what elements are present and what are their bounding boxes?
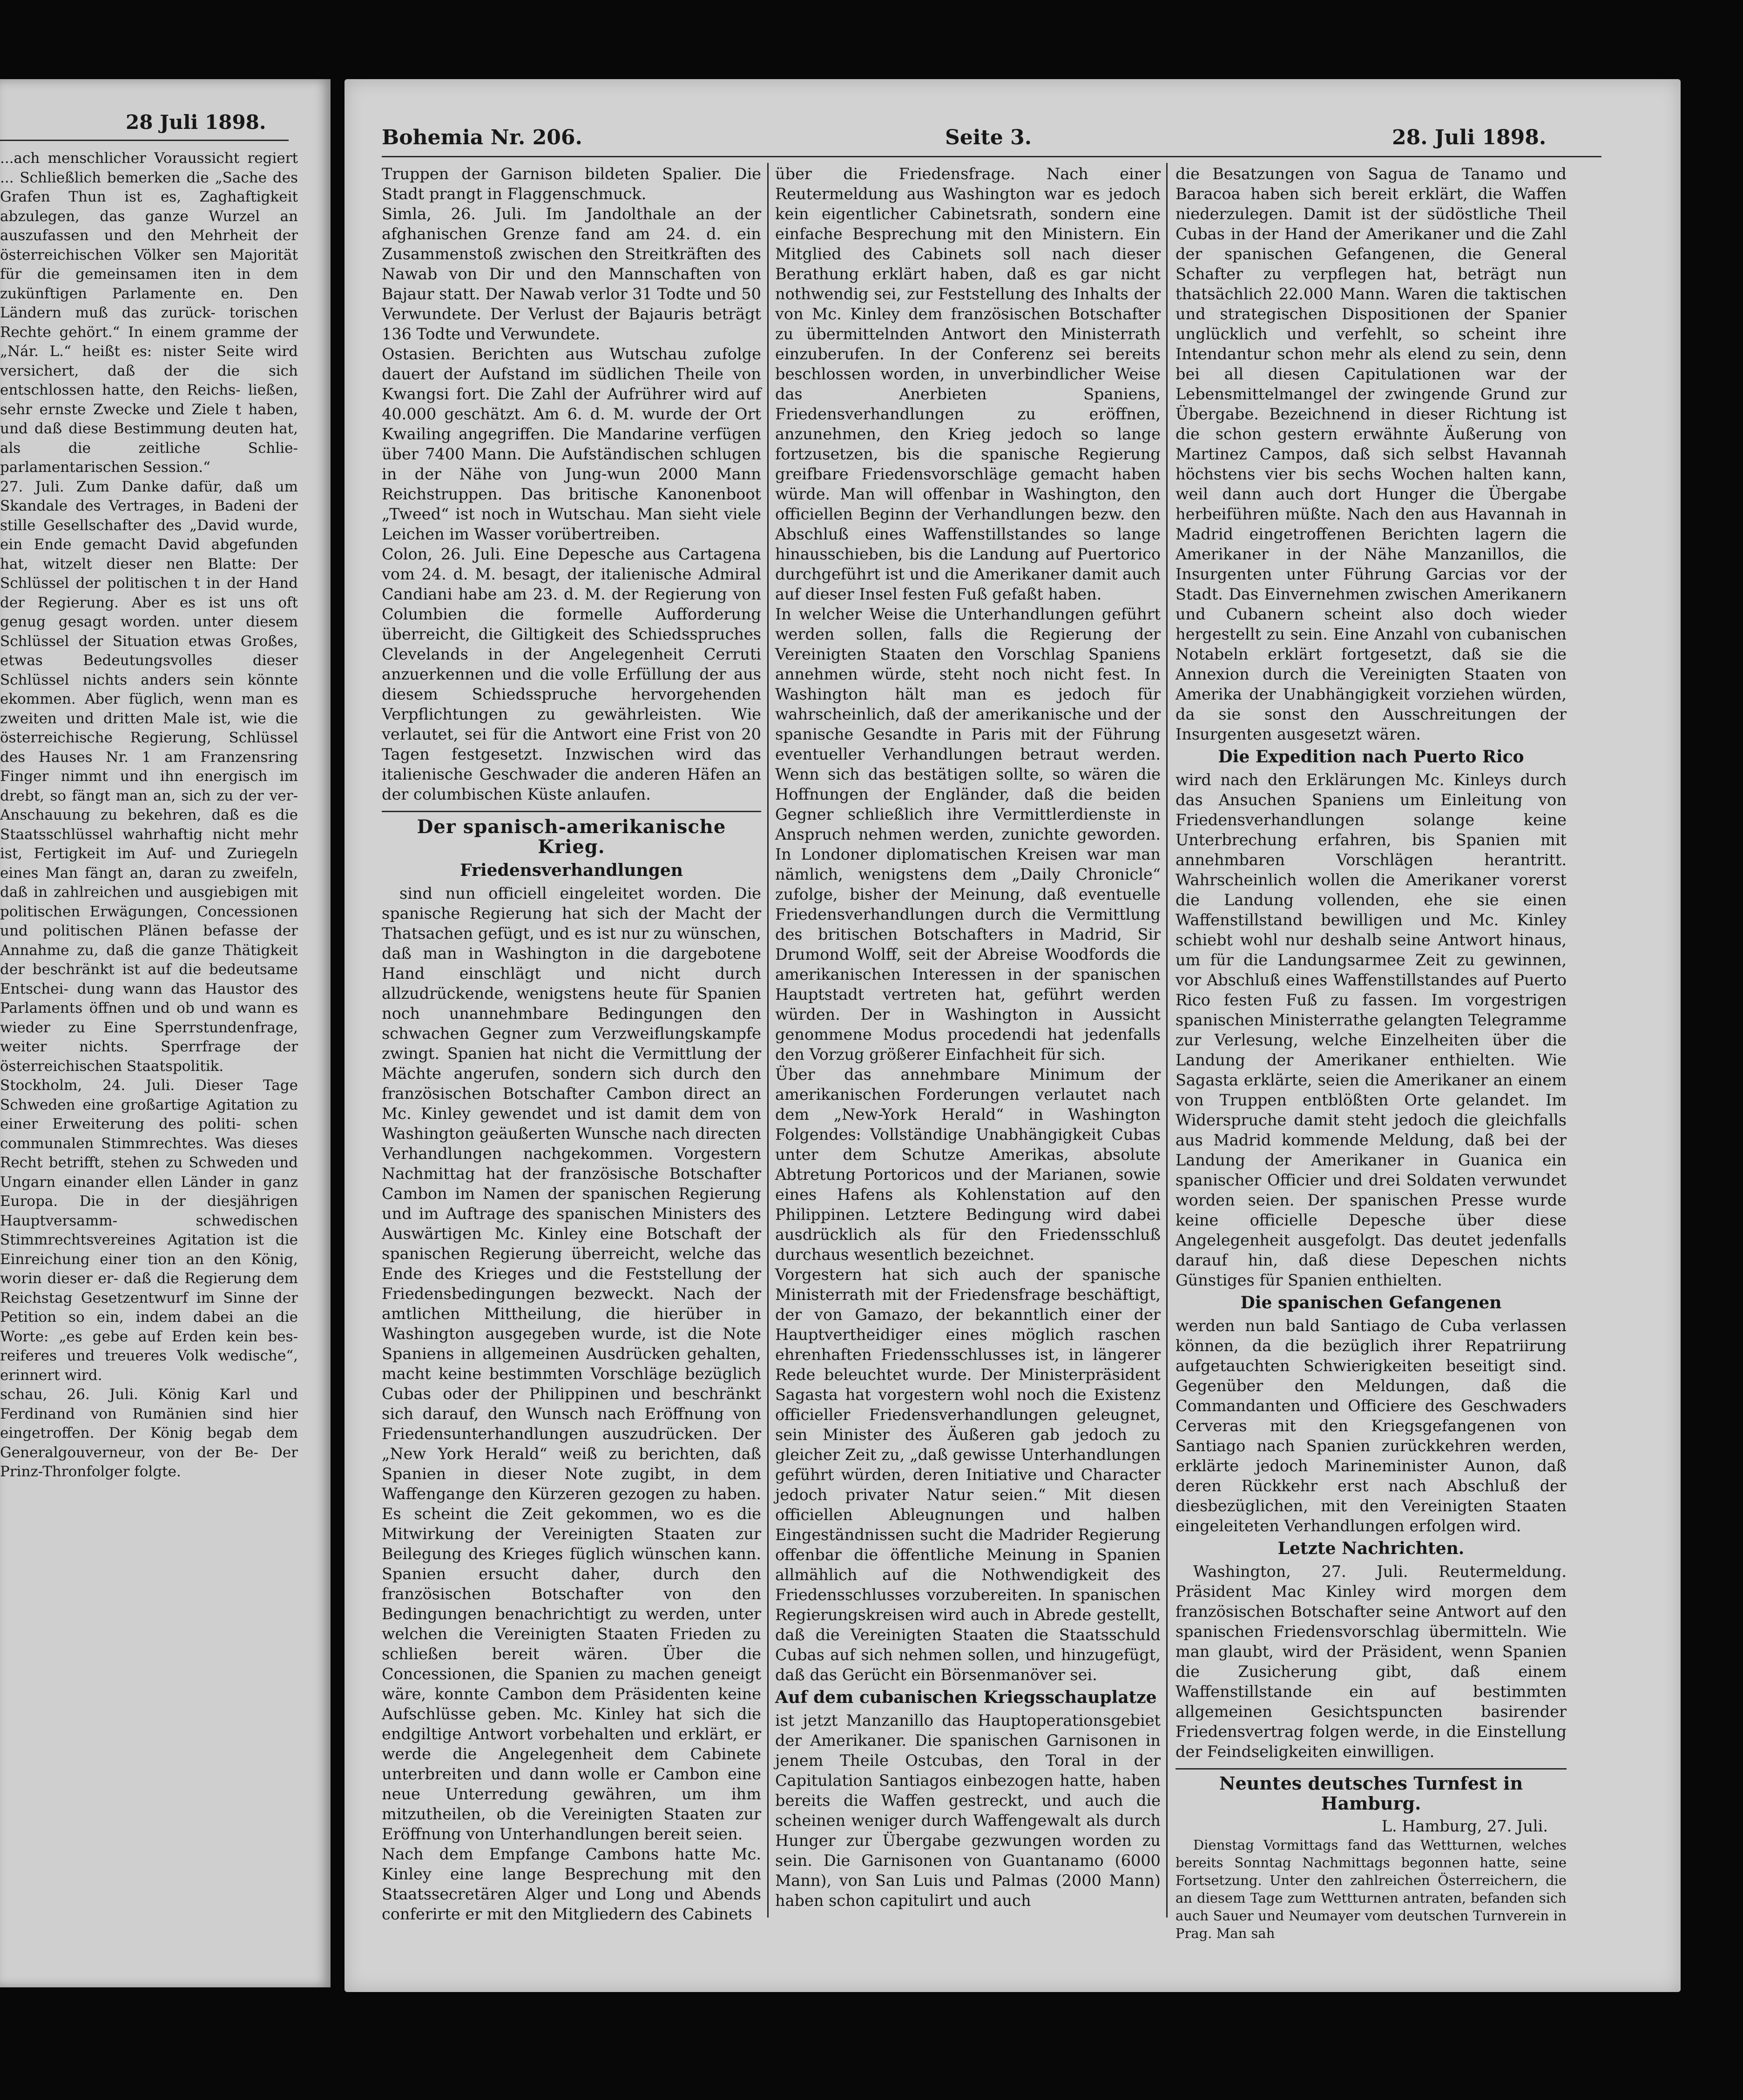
column-separator-1 xyxy=(767,163,769,1918)
col1-news-items: Truppen der Garnison bildeten Spalier. Die Stadt prangt in Flaggenschmuck. Simla, 26. Juli. Im Jandolthale an der afghanischen Grenze fand am 24. d. ein Zusammenstoß zwischen den Streitkräften des Nawab von Dir und den Mannschaften von Bajaur statt. Der Nawab verlor 31 Todte und 50 Verwundete. Der Verlust der Bajauris beträgt 136 Todte und Verwundete. Ostasien. Berichten aus Wutschau zufolge dauert der Aufstand im südlichen Theile von Kwangsi fort. Die Zahl der Aufrührer wird auf 40.000 geschätzt. Am 6. d. M. wurde der Ort Kwailing angegriffen. Die Mandarine verfügen über 7400 Mann. Die Aufständischen schlugen in der Nähe von Jung-wun 2000 Mann Reichstruppen. Das britische Kanonenboot „Tweed“ ist noch in Wutschau. Man sieht viele Leichen im Wasser vorübertreiben. Colon, 26. Juli. Eine Depesche aus Cartagena vom 24. d. M. besagt, der italienische Admiral Candiani habe am 23. d. M. der Regierung von Columbien die formelle Aufforderung überreicht, die Giltigkeit des Schiedsspruches Clevelands in der Angelegenheit Cerruti anzuerkennen und die volle Erfüllung der aus diesem Schiedsspruche hervorgehenden Verpflichtungen zu gewährleisten. Wie verlautet, sei für die Antwort eine Frist von 20 Tagen festgesetzt. Inzwischen wird das italienische Geschwader die anderen Häfen an der columbischen Küste anlaufen. xyxy=(382,165,761,803)
col3-capitulation-text: die Besatzungen von Sagua de Tanamo und Baracoa haben sich bereit erklärt, die Waffen niederzulegen. Damit ist der südöstliche Theil Cubas in der Hand der Amerikaner und die Zahl der spanischen Gefangenen, die General Schafter zu verpflegen hat, beträgt nun thatsächlich 22.000 Mann. Waren die taktischen und strategischen Dispositionen der Spanier unglücklich und verfehlt, so scheint ihre Intendantur schon mehr als elend zu sein, denn bei all diesen Capitulationen war der Lebensmittelmangel der zwingende Grund zur Übergabe. Bezeichnend in dieser Richtung ist die schon gestern erwähnte Äußerung von Martinez Campos, daß sich selbst Havannah höchstens vier bis sechs Wochen halten kann, weil dann auch dort Hunger die Übergabe herbeiführen müßte. Nach den aus Havannah in Madrid eingetroffenen Berichten lagern die Amerikaner in der Nähe Manzanillos, die Insurgenten unter Führung Garcias vor der Stadt. Das Einvernehmen zwischen Amerikanern und Cubanern scheint also doch wieder hergestellt zu sein. Eine Anzahl von cubanischen Notabeln erklärt fortgesetzt, daß sie die Annexion durch die Vereinigten Staaten von Amerika der Unabhängigkeit vorziehen würden, da sie sonst den Ausschreitungen der Insurgenten ausgesetzt wären. xyxy=(1176,165,1567,743)
section-rule xyxy=(382,811,761,812)
column-2 xyxy=(775,164,1161,1923)
turnfest-heading: Neuntes deutsches Turnfest in Hamburg. xyxy=(1219,1773,1523,1814)
col3-prisoners-text: werden nun bald Santiago de Cuba verlassen können, da die bezüglich ihrer Repatriirung aufgetauchten Schwierigkeiten beseitigt sind. Gegenüber den Meldungen, daß die Commandanten und Officiere des Geschwaders Cerveras mit den Kriegsgefangenen von Santiago nach Spanien zurückkehren werden, erklärte jedoch Marineminister Aunon, daß deren Rückkehr erst nach Abschluß der diesbezüglichen, mit den Vereinigten Staaten eingeleiteten Verhandlungen erfolgen wird. xyxy=(1176,1317,1567,1535)
cuba-theatre-heading: Auf dem cubanischen Kriegsschauplatze xyxy=(775,1688,1157,1707)
column-separator-2 xyxy=(1166,163,1168,1918)
turnfest-text: Dienstag Vormittags fand das Wettturnen, welches bereits Sonntag Nachmittags begonnen hatte, seine Fortsetzung. Unter den zahlreichen Österreichern, die an diesem Tage zum Wettturnen antraten, befanden sich auch Sauer und Neumayer vom deutschen Turnverein in Prag. Man sah xyxy=(1176,1837,1567,1941)
col1-article-body: sind nun officiell eingeleitet worden. Die spanische Regierung hat sich der Macht der Thatsachen gefügt, und es ist nur zu wünschen, daß man in Washington in die dargebotene Hand einschlägt und nicht durch allzudrückende, wenigstens heute für Spanien noch unannehmbare Bedingungen den schwachen Gegner zum Verzweiflungskampfe zwingt. Spanien hat nicht die Vermittlung der Mächte angerufen, sondern sich durch den französischen Botschafter Cambon direct an Mc. Kinley gewendet und ist damit dem von Washington geäußerten Wunsche nach directen Verhandlungen nachgekommen. Vorgestern Nachmittag hat der französische Botschafter Cambon im Namen der spanischen Regierung und im Auftrage des spanischen Ministers des Auswärtigen Mc. Kinley eine Botschaft der spanischen Regierung überreicht, welche das Ende des Krieges und die Feststellung der Friedensbedingungen bezweckt. Nach der amtlichen Mittheilung, die hierüber in Washington ausgegeben wurde, ist die Note Spaniens in allgemeinen Ausdrücken gehalten, macht keine bestimmten Vorschläge bezüglich Cubas oder der Philippinen und beschränkt sich darauf, den Wunsch nach Eröffnung von Friedensunterhandlungen auszudrücken. Der „New York Herald“ weiß zu berichten, daß Spanien in dieser Note zugibt, in dem Waffengange den Kürzeren gezogen zu haben. Es scheint die Zeit gekommen, wo es die Mitwirkung der Vereinigten Staaten zur Beilegung des Krieges füglich wünschen kann. Spanien ersucht daher, durch den französischen Botschafter von den Bedingungen benachrichtigt zu werden, unter welchen die Vereinigten Staaten Frieden zu schließen bereit wären. Über die Concessionen, die Spanien zu machen geneigt wäre, konnte Cambon dem Präsidenten keine Aufschlüsse geben. Mc. Kinley hat sich die endgiltige Antwort vorbehalten und erklärt, er werde die Angelegenheit dem Cabinete unterbreiten und dann wolle er Cambon eine neue Unterredung gewähren, um ihm mitzutheilen, ob die Vereinigten Staaten zur Eröffnung von Unterhandlungen bereit seien. Nach dem Empfange Cambons hatte Mc. Kinley eine lange Besprechung mit den Staatssecretären Alger und Long und Abends conferirte er mit den Mitgliedern des Cabinets xyxy=(382,884,761,1923)
latest-news-heading: Letzte Nachrichten. xyxy=(1277,1539,1465,1558)
peace-negotiations-heading: Friedensverhandlungen xyxy=(460,861,683,880)
left-header-rule xyxy=(0,140,289,141)
col3-latest-text: Washington, 27. Juli. Reutermeldung. Präsident Mac Kinley wird morgen dem französischen Botschafter seine Antwort auf den spanischen Friedensvorschlag übermitteln. Wie man glaubt, wird der Präsident, wenn Spanien die Zusicherung gibt, daß einem Waffenstillstande ein auf bestimmten allgemeinen Gesichtspuncten basirender Friedensvertrag folgen werde, in die Einstellung der Feindseligkeiten einwilligen. xyxy=(1176,1562,1567,1761)
left-page-fragment xyxy=(0,79,331,1987)
turnfest-dateline: L. Hamburg, 27. Juli. xyxy=(1381,1817,1548,1835)
left-page-paragraphs: ...ach menschlicher Voraussicht regiert ... Schließlich bemerken die „Sache des Grafen Thun ist es, Zaghaftigkeit abzulegen, das ganze Wurzel an auszufassen und den Mehrheit der österreichischen Völker sen Majorität für die gemeinsamen iten in dem zukünftigen Parlamente en. Den Ländern muß das zurück- torischen Rechte gehört.“ In einem gramme der „Nár. L.“ heißt es: nister Seite wird versichert, daß der die sich entschlossen hatte, den Reichs- ließen, sehr ernste Zwecke und Ziele t haben, und daß diese Bestimmung deuten hat, als die zeitliche Schlie- parlamentarischen Session.“ 27. Juli. Zum Danke dafür, daß um Skandale des Vertrages, in Badeni der stille Gesellschafter des „David wurde, ein Ende gemacht David abgefunden hat, witzelt dieser nen Blatte: Der Schlüssel der politischen t in der Hand der Regierung. Aber es ist uns oft genug gesagt worden. unter diesem Schlüssel der Situation etwas Großes, etwas Bedeutungsvolles dieser Schlüssel nichts anders sein könnte ekommen. Aber füglich, wenn man es zweiten und dritten Male ist, wie die österreichische Regierung, Schlüssel des Hauses Nr. 1 am Franzensring Finger nimmt und ihn energisch im drebt, so fängt man an, sich zu der ver- Anschauung zu bekehren, daß es die Staatsschlüssel wahrhaftig nicht mehr ist, Fertigkeit im Auf- und Zuriegeln eines Man fängt an, daran zu zweifeln, daß in zahlreichen und ausgiebigen mit politischen Erwägungen, Concessionen und politischen Plänen befasse der Annahme zu, daß die ganze Thätigkeit der beschränkt ist auf die bedeutsame Entschei- dung wann das Haustor des Parlaments öffnen und ob und wann es wieder zu Eine Sperrstundenfrage, weiter nichts. Sperrfrage der österreichischen Staatspolitik. Stockholm, 24. Juli. Dieser Tage Schweden eine großartige Agitation zu einer Erweiterung des politi- schen communalen Stimmrechtes. Was dieses Recht betrifft, stehen zu Schweden und Ungarn einander ellen Länder in ganz Europa. Die in der diesjährigen Hauptversamm- schwedischen Stimmrechtsvereines Agitation ist die Einreichung einer tion an den König, worin dieser er- daß die Regierung dem Reichstag Gesetzentwurf im Sinne der Petition so ein, indem dabei an die Worte: „es gebe auf Erden kein bes- reiferes und treueres Volk wedische“, erinnert wird. schau, 26. Juli. König Karl und Ferdinand von Rumänien sind hier eingetroffen. Der König begab dem Generalgouverneur, von der Be- Der Prinz-Thronfolger folgte. xyxy=(0,150,298,1480)
left-page-text xyxy=(0,149,298,1932)
expedition-heading: Die Expedition nach Puerto Rico xyxy=(1218,747,1524,767)
page-date: 28. Juli 1898. xyxy=(1392,126,1547,149)
header-rule xyxy=(382,156,1601,157)
column-3 xyxy=(1176,164,1567,1941)
newspaper-page xyxy=(345,79,1681,1992)
turnfest-rule xyxy=(1176,1768,1567,1770)
left-page-date: 28 Juli 1898. xyxy=(126,111,266,134)
prisoners-heading: Die spanischen Gefangenen xyxy=(1240,1293,1502,1312)
war-heading: Der spanisch-amerikanische Krieg. xyxy=(417,816,726,858)
column-1 xyxy=(382,164,761,1923)
col3-expedition-text: wird nach den Erklärungen Mc. Kinleys durch das Ansuchen Spaniens um Einleitung von Friedensverhandlungen solange keine Unterbrechung erfahren, bis Spanien mit annehmbaren Vorschlägen herantritt. Wahrscheinlich wollen die Amerikaner vorerst die Landung vollenden, ehe sie einen Waffenstillstand bewilligen und Mc. Kinley schiebt wohl nur deshalb seine Antwort hinaus, um für die Landungsarmee Zeit zu gewinnen, vor Abschluß eines Waffenstillstandes auf Puerto Rico festen Fuß zu fassen. Im vorgestrigen spanischen Ministerrathe gelangten Telegramme zur Verlesung, welche Einzelheiten über die Landung der Amerikaner enthielten. Wie Sagasta erklärte, seien die Amerikaner an einem von Truppen entblößten Orte gelandet. Im Widerspruche damit steht jedoch die gleichfalls aus Madrid kommende Meldung, daß bei der Landung der Amerikaner in Guanica ein spanischer Officier und drei Soldaten verwundet worden seien. Der spanischen Presse wurde keine officielle Depesche über diese Angelegenheit ausgefolgt. Das deutet jedenfalls darauf hin, daß diese Depeschen nichts Günstiges für Spanien enthielten. xyxy=(1176,771,1567,1289)
col2-article-body: über die Friedensfrage. Nach einer Reutermeldung aus Washington war es jedoch kein eigentlicher Cabinetsrath, sondern eine einfache Besprechung mit den Ministern. Ein Mitglied des Cabinets soll nach dieser Berathung erklärt haben, daß es gar nicht nothwendig sei, zur Feststellung des Inhalts der von Mc. Kinley dem französischen Botschafter zu übermittelnden Antwort den Ministerrath einzuberufen. In der Conferenz sei bereits beschlossen worden, in unverbindlicher Weise das Anerbieten Spaniens, Friedensverhandlungen zu eröffnen, anzunehmen, den Krieg jedoch so lange fortzusetzen, bis die spanische Regierung greifbare Friedensvorschläge gemacht haben würde. Man will offenbar in Washington, den officiellen Beginn der Verhandlungen bezw. den Abschluß eines Waffenstillstandes so lange hinausschieben, bis die Landung auf Puertorico durchgeführt ist und die Amerikaner damit auch auf dieser Insel festen Fuß gefaßt haben. In welcher Weise die Unterhandlungen geführt werden sollen, falls die Regierung der Vereinigten Staaten den Vorschlag Spaniens annehmen würde, steht noch nicht fest. In Washington hält man es jedoch für wahrscheinlich, daß der amerikanische und der spanische Gesandte in Paris mit der Führung eventueller Verhandlungen betraut werden. Wenn sich das bestätigen sollte, so wären die Hoffnungen der Engländer, daß die beiden Gegner schließlich ihre Vermittlerdienste in Anspruch nehmen werden, zunichte geworden. In Londoner diplomatischen Kreisen war man nämlich, wenigstens dem „Daily Chronicle“ zufolge, bisher der Meinung, daß eventuelle Friedensverhandlungen durch die Vermittlung des britischen Botschafters in Madrid, Sir Drumond Wolff, seit der Abreise Woodfords die amerikanischen Interessen in der spanischen Hauptstadt vertreten hat, geführt werden würden. Der in Washington in Aussicht genommene Modus procedendi hat jedenfalls den Vorzug größerer Einfachheit für sich. Über das annehmbare Minimum der amerikanischen Forderungen verlautet nach dem „New-York Herald“ in Washington Folgendes: Vollständige Unabhängigkeit Cubas unter dem Schutze Amerikas, absolute Abtretung Portoricos und der Marianen, sowie eines Hafens als Kohlenstation auf den Philippinen. Letztere Bedingung wird dabei ausdrücklich als für den Friedensschluß durchaus wesentlich bezeichnet. Vorgestern hat sich auch der spanische Ministerrath mit der Friedensfrage beschäftigt, der von Gamazo, der bekanntlich einer der Hauptvertheidiger eines möglich raschen ehrenhaften Friedensschlusses ist, in längerer Rede beleuchtet wurde. Der Ministerpräsident Sagasta hat vorgestern wohl noch die Existenz officieller Friedensverhandlungen geleugnet, sein Minister des Äußeren gab jedoch zu gleicher Zeit zu, „daß gewisse Unterhandlungen geführt würden, deren Initiative und Character jedoch privater Natur seien.“ Mit diesen officiellen Ableugnungen und halben Eingeständnissen sucht die Madrider Regierung offenbar die öffentliche Meinung in Spanien allmählich auf die Nothwendigkeit des Friedensschlusses vorzubereiten. In spanischen Regierungskreisen wird auch in Abrede gestellt, daß die Vereinigten Staaten die Staatsschuld Cubas auf sich nehmen sollen, und hinzugefügt, daß das Gerücht ein Börsenmanöver sei. xyxy=(775,165,1161,1684)
masthead: Bohemia Nr. 206. xyxy=(382,126,582,149)
col2-cuba-text: ist jetzt Manzanillo das Hauptoperationsgebiet der Amerikaner. Die spanischen Garnisonen in jenem Theile Ostcubas, den Toral in der Capitulation Santiagos einbezogen hatte, haben bereits die Waffen gestreckt, und auch die scheinen weniger durch Waffengewalt als durch Hunger zur Übergabe gezwungen worden zu sein. Die Garnisonen von Guantanamo (6000 Mann), von San Luis und Palmas (2000 Mann) haben schon capitulirt und auch xyxy=(775,1711,1161,1910)
page-number: Seite 3. xyxy=(945,126,1032,149)
